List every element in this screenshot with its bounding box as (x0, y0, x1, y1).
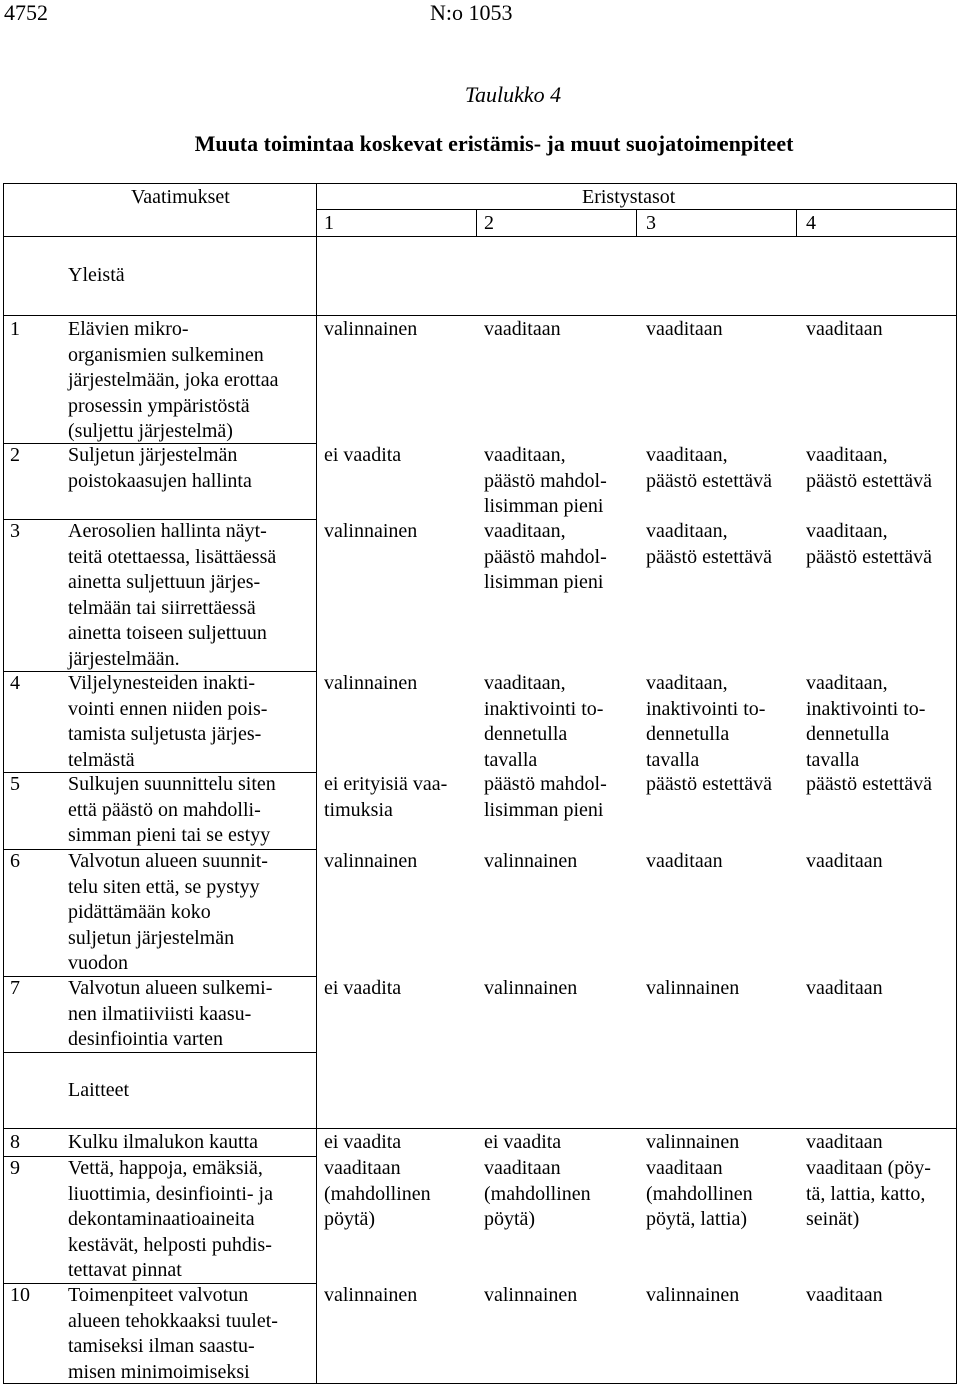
level-1-value: ei vaadita (324, 977, 402, 999)
level-3-value: valinnainen (646, 977, 740, 999)
rows-general-bottom-rule (3, 1052, 316, 1053)
requirement-text: kestävät, helposti puhdis- (68, 1233, 272, 1256)
table-right-rule (956, 183, 957, 1384)
row-number: 10 (10, 1284, 30, 1306)
level-3-value: vaaditaan (646, 850, 723, 872)
requirement-text: (suljettu järjestelmä) (68, 420, 233, 442)
level-3-value: valinnainen (646, 1131, 740, 1153)
requirement-text: Kulku ilmalukon kautta (68, 1131, 258, 1153)
requirement-text: Elävien mikro- (68, 318, 189, 340)
level-1-value: ei vaadita (324, 1131, 402, 1153)
level-divider (796, 209, 797, 236)
row-divider (3, 849, 316, 850)
table-bottom-rule (3, 1383, 956, 1384)
row-divider (3, 519, 316, 520)
requirement-text: Valvotun alueen suunnit- (68, 850, 268, 872)
level-2-value: (mahdollinen (484, 1182, 591, 1205)
requirement-text: suljetun järjestelmän (68, 926, 235, 949)
level-1-value: valinnainen (324, 520, 418, 542)
level-number-2: 2 (484, 212, 494, 234)
row-number: 8 (10, 1131, 20, 1153)
level-3-value: vaaditaan (646, 318, 723, 340)
level-1-value: (mahdollinen (324, 1182, 431, 1205)
level-2-value: lisimman pieni (484, 798, 604, 821)
row-number: 2 (10, 444, 20, 466)
level-4-value: vaaditaan, (806, 444, 888, 466)
level-2-value: tavalla (484, 748, 538, 771)
level-2-value: lisimman pieni (484, 571, 604, 593)
level-1-value: valinnainen (324, 1284, 418, 1306)
row-number: 9 (10, 1157, 20, 1179)
requirement-text: Vettä, happoja, emäksiä, (68, 1157, 263, 1179)
level-number-3: 3 (646, 212, 656, 234)
level-2-value: valinnainen (484, 977, 578, 999)
issue-number: N:o 1053 (430, 0, 513, 25)
requirement-text: pidättämään koko (68, 901, 211, 923)
row-divider (3, 1283, 316, 1284)
row-divider (3, 1156, 316, 1157)
level-4-value: vaaditaan (806, 977, 883, 999)
requirement-text: telmästä (68, 748, 135, 771)
level-1-value: ei vaadita (324, 444, 402, 466)
level-4-value: päästö estettävä (806, 773, 933, 795)
row-divider (3, 443, 316, 444)
requirement-text: Toimenpiteet valvotun (68, 1284, 249, 1306)
level-3-value: dennetulla (646, 723, 730, 745)
requirement-text: liuottimia, desinfiointi- ja (68, 1182, 273, 1205)
level-4-value: päästö estettävä (806, 545, 933, 568)
level-4-value: vaaditaan, (806, 520, 888, 542)
level-divider (476, 209, 477, 236)
level-3-value: valinnainen (646, 1284, 740, 1306)
level-2-value: vaaditaan, (484, 520, 566, 542)
row-number: 3 (10, 520, 20, 542)
requirement-text: misen minimoimiseksi (68, 1360, 250, 1383)
requirement-text: ainetta toiseen suljettuun (68, 622, 267, 644)
level-3-value: päästö estettävä (646, 773, 773, 795)
level-4-value: vaaditaan (806, 1131, 883, 1153)
level-4-value: tä, lattia, katto, (806, 1182, 926, 1205)
requirement-text: Aerosolien hallinta näyt- (68, 520, 267, 542)
row-number: 5 (10, 773, 20, 795)
level-4-value: tavalla (806, 748, 860, 771)
level-2-value: vaaditaan, (484, 672, 566, 694)
requirement-text: tettavat pinnat (68, 1259, 182, 1281)
level-3-value: vaaditaan, (646, 444, 728, 466)
level-3-value: pöytä, lattia) (646, 1208, 748, 1230)
levels-header: Eristystasot (582, 186, 676, 208)
requirement-text: tamista suljetusta järjes- (68, 723, 262, 745)
requirement-text: organismien sulkeminen (68, 343, 264, 366)
section-general-rule (3, 315, 956, 316)
requirement-text: että päästö on mahdolli- (68, 798, 261, 821)
level-3-value: tavalla (646, 748, 700, 771)
row-number: 6 (10, 850, 20, 872)
level-4-value: vaaditaan (806, 318, 883, 340)
section-general-heading: Yleistä (68, 264, 125, 286)
requirement-text: desinfiointia varten (68, 1028, 223, 1050)
level-number-4: 4 (806, 212, 816, 234)
table-title: Muuta toimintaa koskevat eristämis- ja muut suojatoimenpiteet (194, 131, 794, 156)
table-caption: Taulukko 4 (464, 82, 562, 107)
level-2-value: valinnainen (484, 1284, 578, 1306)
table-left-rule (3, 183, 4, 1384)
requirement-text: vointi ennen niiden pois- (68, 697, 268, 720)
requirement-text: tamiseksi ilman saastu- (68, 1335, 255, 1357)
requirements-header: Vaatimukset (131, 186, 230, 208)
level-3-value: päästö estettävä (646, 469, 773, 492)
requirement-text: alueen tehokkaaksi tuulet- (68, 1309, 278, 1332)
level-2-value: ei vaadita (484, 1131, 562, 1153)
row-divider (3, 772, 316, 773)
level-4-value: vaaditaan (806, 850, 883, 872)
level-1-value: vaaditaan (324, 1157, 401, 1179)
requirement-text: ainetta suljettuun järjes- (68, 571, 261, 593)
level-4-value: vaaditaan, (806, 672, 888, 694)
level-2-value: valinnainen (484, 850, 578, 872)
section-equipment-rule (3, 1128, 956, 1129)
level-1-value: valinnainen (324, 672, 418, 694)
page-number: 4752 (4, 0, 48, 25)
table-top-rule (3, 183, 956, 184)
level-4-value: vaaditaan (pöy- (806, 1157, 931, 1179)
level-4-value: päästö estettävä (806, 469, 933, 492)
requirement-text: telmään tai siirrettäessä (68, 596, 256, 619)
level-2-value: päästö mahdol- (484, 773, 607, 795)
level-4-value: vaaditaan (806, 1284, 883, 1306)
row-divider (3, 671, 316, 672)
requirement-text: simman pieni tai se estyy (68, 824, 271, 846)
requirement-text: dekontaminaatioaineita (68, 1208, 255, 1230)
requirement-text: vuodon (68, 952, 128, 974)
level-2-value: lisimman pieni (484, 495, 604, 517)
level-4-value: dennetulla (806, 723, 890, 745)
level-4-value: inaktivointi to- (806, 697, 926, 720)
requirement-text: järjestelmään. (68, 647, 180, 670)
row-number: 1 (10, 318, 20, 340)
level-1-value: valinnainen (324, 318, 418, 340)
requirement-text: Sulkujen suunnittelu siten (68, 773, 276, 795)
level-2-value: päästö mahdol- (484, 545, 607, 568)
requirement-text: nen ilmatiiviisti kaasu- (68, 1002, 252, 1025)
requirement-text: Valvotun alueen sulkemi- (68, 977, 273, 999)
level-4-value: seinät) (806, 1208, 860, 1230)
level-3-value: vaaditaan, (646, 672, 728, 694)
row-number: 7 (10, 977, 20, 999)
section-equipment-heading: Laitteet (68, 1079, 130, 1101)
level-1-value: valinnainen (324, 850, 418, 872)
level-2-value: dennetulla (484, 723, 568, 745)
requirement-text: telu siten että, se pystyy (68, 875, 260, 898)
requirement-text: Suljetun järjestelmän (68, 444, 238, 466)
requirement-text: järjestelmään, joka erottaa (68, 369, 279, 391)
row-divider (3, 976, 316, 977)
level-number-1: 1 (324, 212, 334, 234)
level-2-value: vaaditaan, (484, 444, 566, 466)
row-number: 4 (10, 672, 20, 694)
level-2-value: päästö mahdol- (484, 469, 607, 492)
level-1-value: timuksia (324, 798, 393, 821)
level-2-value: vaaditaan (484, 1157, 561, 1179)
level-3-value: (mahdollinen (646, 1182, 753, 1205)
level-3-value: päästö estettävä (646, 545, 773, 568)
level-1-value: pöytä) (324, 1208, 376, 1230)
level-3-value: vaaditaan (646, 1157, 723, 1179)
level-3-value: vaaditaan, (646, 520, 728, 542)
level-2-value: vaaditaan (484, 318, 561, 340)
level-2-value: inaktivointi to- (484, 697, 604, 720)
level-1-value: ei erityisiä vaa- (324, 773, 448, 795)
requirements-column-rule (316, 183, 317, 1384)
requirement-text: prosessin ympäristöstä (68, 394, 250, 417)
level-divider (636, 209, 637, 236)
level-2-value: pöytä) (484, 1208, 536, 1230)
requirement-text: teitä otettaessa, lisättäessä (68, 545, 277, 568)
level-3-value: inaktivointi to- (646, 697, 766, 720)
requirement-text: poistokaasujen hallinta (68, 469, 252, 492)
requirement-text: Viljelynesteiden inakti- (68, 672, 256, 694)
